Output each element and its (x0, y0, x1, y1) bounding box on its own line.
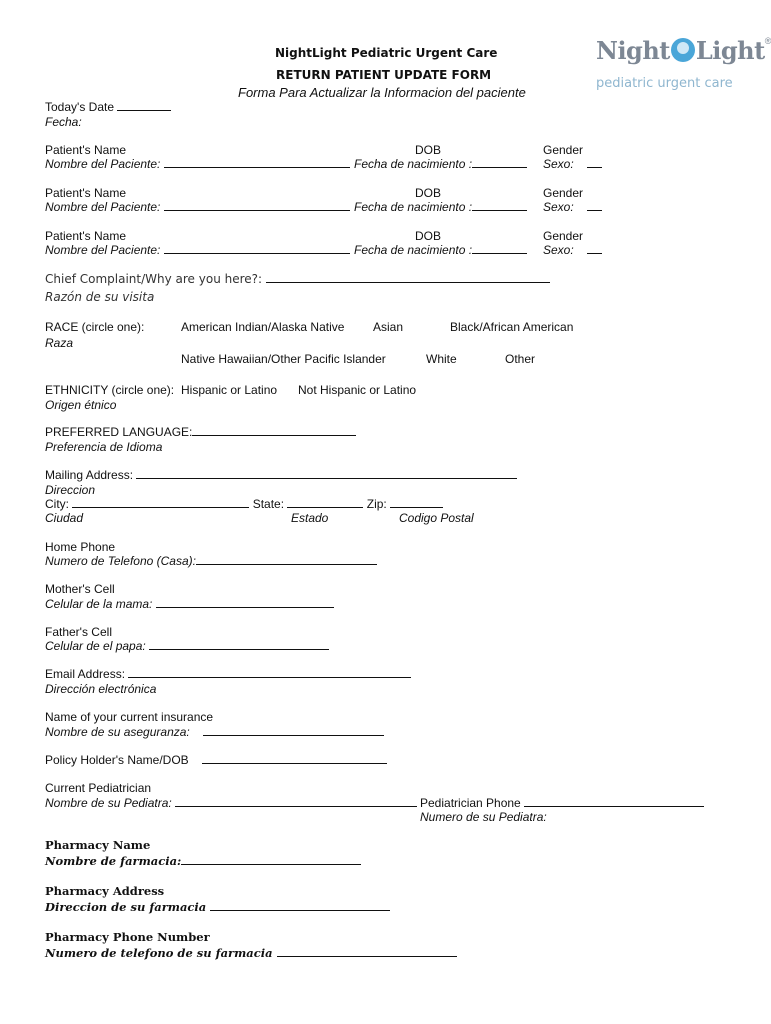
gender-label: Gender (543, 186, 584, 200)
policy-input-line[interactable] (202, 762, 387, 764)
insurance-label-es: Nombre de su aseguranza: (45, 725, 190, 739)
race-option-white[interactable]: White (426, 352, 457, 366)
city-state-zip-row (45, 497, 443, 511)
policy-field (45, 753, 387, 767)
city-label: City: (45, 497, 69, 511)
gender-input-line[interactable] (587, 166, 602, 168)
dob-field (354, 200, 527, 214)
dob-label-es: Fecha de nacimiento : (354, 200, 473, 214)
pharmacy-address-input-line[interactable] (210, 909, 390, 911)
language-label-es: Preferencia de Idioma (45, 440, 163, 454)
race-option-other[interactable]: Other (505, 352, 536, 366)
insurance-input-line[interactable] (203, 734, 384, 736)
mother-cell-field (45, 597, 334, 611)
zip-label-es: Codigo Postal (399, 511, 474, 525)
dob-input-line[interactable] (472, 252, 527, 254)
pharmacy-name-field (45, 854, 361, 868)
gender-field (543, 200, 602, 214)
insurance-field (45, 725, 384, 739)
patient-name-label: Patient's Name (45, 143, 126, 157)
gender-label-es: Sexo: (543, 243, 574, 257)
race-option-asian[interactable]: Asian (373, 320, 404, 334)
pharmacy-phone-label-es: Numero de telefono de su farmacia (45, 946, 273, 960)
patient-name-label-es: Nombre del Paciente: (45, 243, 161, 257)
patient-name-label-es: Nombre del Paciente: (45, 200, 161, 214)
pediatrician-label-es: Nombre de su Pediatra: (45, 796, 172, 810)
dob-label: DOB (415, 143, 442, 157)
form-title-clinic: NightLight Pediatric Urgent Care (275, 46, 498, 60)
father-cell-label-es: Celular de el papa: (45, 639, 146, 653)
mother-cell-label: Mother's Cell (45, 582, 115, 596)
zip-input-line[interactable] (390, 506, 443, 508)
state-input-line[interactable] (287, 506, 363, 508)
gender-field (543, 243, 602, 257)
pediatrician-input-line[interactable] (175, 805, 417, 807)
complaint-label-es: Razón de su visita (45, 290, 155, 304)
dob-field (354, 243, 527, 257)
date-label: Today's Date (45, 100, 114, 114)
complaint-input-line[interactable] (266, 281, 550, 283)
logo-word-night: Night (596, 36, 670, 65)
date-label-es: Fecha: (45, 115, 82, 129)
dob-input-line[interactable] (472, 166, 527, 168)
patient-name-input-line[interactable] (164, 166, 350, 168)
city-label-es: Ciudad (45, 511, 84, 525)
pediatrician-phone-field (420, 796, 704, 810)
address-field (45, 468, 517, 482)
father-cell-field (45, 639, 329, 653)
ethnicity-option-not-hispanic[interactable]: Not Hispanic or Latino (298, 383, 417, 397)
race-option-american-indian[interactable]: American Indian/Alaska Native (181, 320, 345, 334)
gender-label: Gender (543, 229, 584, 243)
gender-label-es: Sexo: (543, 157, 574, 171)
race-label-es: Raza (45, 336, 74, 350)
date-input-line[interactable] (117, 109, 171, 111)
gender-label: Gender (543, 143, 584, 157)
email-input-line[interactable] (128, 676, 411, 678)
dob-label-es: Fecha de nacimiento : (354, 243, 473, 257)
ethnicity-label-es: Origen étnico (45, 398, 117, 412)
ethnicity-option-hispanic[interactable]: Hispanic or Latino (181, 383, 278, 397)
pharmacy-phone-input-line[interactable] (277, 955, 457, 957)
complaint-label: Chief Complaint/Why are you here?: (45, 272, 263, 286)
form-subtitle: Forma Para Actualizar la Informacion del paciente (238, 85, 526, 100)
pharmacy-name-label-es: Nombre de farmacia: (45, 854, 182, 868)
language-label: PREFERRED LANGUAGE: (45, 425, 193, 439)
logo-tagline: pediatric urgent care (596, 76, 733, 91)
address-label-es: Direccion (45, 483, 96, 497)
pharmacy-name-label: Pharmacy Name (45, 838, 151, 852)
home-phone-field (45, 554, 377, 568)
home-phone-label: Home Phone (45, 540, 116, 554)
pharmacy-address-label: Pharmacy Address (45, 884, 165, 898)
home-phone-input-line[interactable] (196, 563, 377, 565)
home-phone-label-es: Numero de Telefono (Casa): (45, 554, 196, 568)
address-input-line[interactable] (136, 477, 517, 479)
email-label: Email Address: (45, 667, 126, 681)
pediatrician-phone-input-line[interactable] (524, 805, 704, 807)
ethnicity-label: ETHNICITY (circle one): (45, 383, 175, 397)
language-input-line[interactable] (192, 434, 356, 436)
dob-input-line[interactable] (472, 209, 527, 211)
pharmacy-phone-field (45, 946, 457, 960)
dob-field (354, 157, 527, 171)
patient-name-field (45, 243, 350, 257)
logo (596, 36, 771, 65)
logo-word-light: Light (695, 36, 765, 65)
patient-name-field (45, 200, 350, 214)
gender-label-es: Sexo: (543, 200, 574, 214)
pediatrician-phone-label: Pediatrician Phone (420, 796, 521, 810)
zip-label: Zip: (366, 497, 387, 511)
pharmacy-phone-label: Pharmacy Phone Number (45, 930, 210, 944)
dob-label: DOB (415, 186, 442, 200)
dob-label-es: Fecha de nacimiento : (354, 157, 473, 171)
date-field (45, 100, 171, 114)
pharmacy-address-field (45, 900, 390, 914)
race-label: RACE (circle one): (45, 320, 145, 334)
insurance-label: Name of your current insurance (45, 710, 214, 724)
pediatrician-label: Current Pediatrician (45, 781, 152, 795)
email-field (45, 667, 411, 681)
gender-field (543, 157, 602, 171)
moon-icon (671, 38, 695, 62)
mother-cell-label-es: Celular de la mama: (45, 597, 153, 611)
gender-input-line[interactable] (587, 252, 602, 254)
state-label: State: (252, 497, 285, 511)
language-field (45, 425, 356, 439)
pediatrician-field (45, 796, 417, 810)
state-label-es: Estado (291, 511, 329, 525)
mother-cell-input-line[interactable] (156, 606, 334, 608)
complaint-field (45, 272, 550, 286)
dob-label: DOB (415, 229, 442, 243)
policy-label: Policy Holder's Name/DOB (45, 753, 189, 767)
patient-name-field (45, 157, 350, 171)
pharmacy-address-label-es: Direccion de su farmacia (45, 900, 207, 914)
logo-registered: ® (764, 36, 771, 46)
gender-input-line[interactable] (587, 209, 602, 211)
patient-name-input-line[interactable] (164, 209, 350, 211)
address-label: Mailing Address: (45, 468, 134, 482)
patient-name-label: Patient's Name (45, 186, 126, 200)
email-label-es: Dirección electrónica (45, 682, 157, 696)
pediatrician-phone-label-es: Numero de su Pediatra: (420, 810, 547, 824)
form-title: RETURN PATIENT UPDATE FORM (276, 68, 492, 82)
patient-name-label: Patient's Name (45, 229, 126, 243)
pharmacy-name-input-line[interactable] (181, 863, 361, 865)
city-input-line[interactable] (72, 506, 249, 508)
race-option-black[interactable]: Black/African American (450, 320, 574, 334)
race-option-native-hawaiian[interactable]: Native Hawaiian/Other Pacific Islander (181, 352, 386, 366)
father-cell-label: Father's Cell (45, 625, 112, 639)
father-cell-input-line[interactable] (149, 648, 329, 650)
patient-name-label-es: Nombre del Paciente: (45, 157, 161, 171)
patient-name-input-line[interactable] (164, 252, 350, 254)
